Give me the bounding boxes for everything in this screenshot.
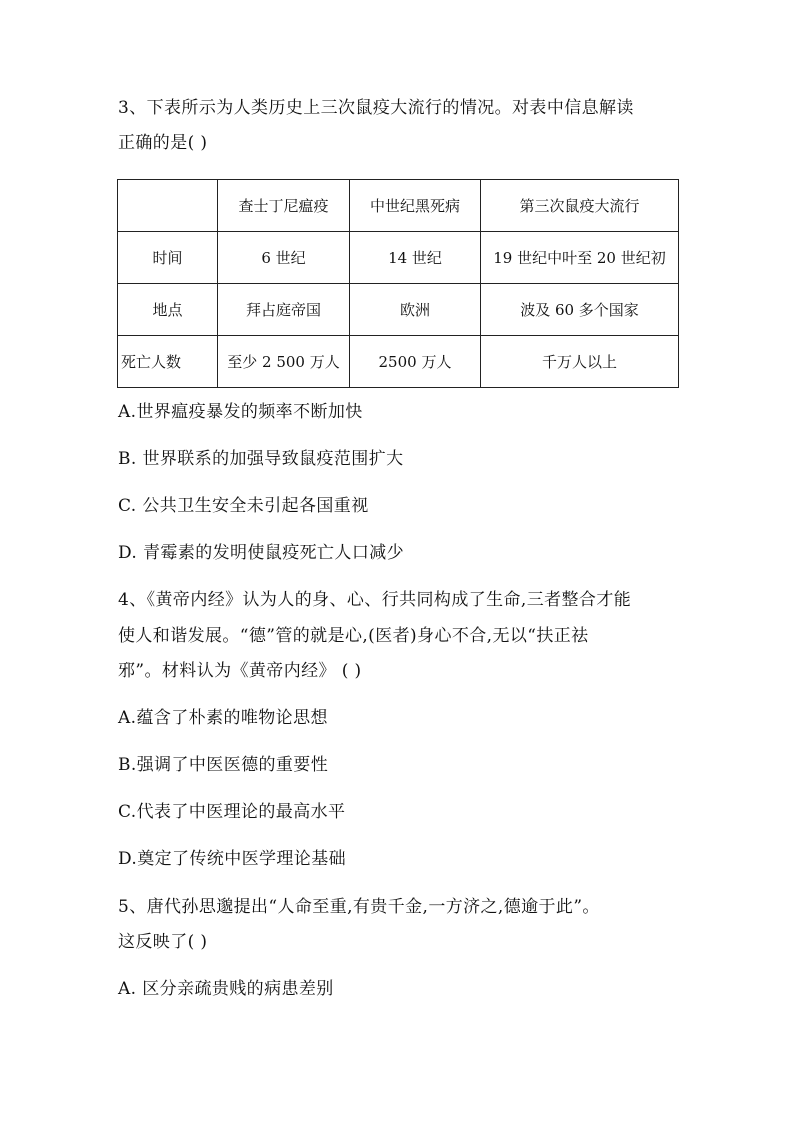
table-cell: 6 世纪 <box>218 232 350 284</box>
q4-stem-line1: 4、《黄帝内经》认为人的身、心、行共同构成了生命,三者整合才能 <box>118 590 632 610</box>
q3-option-d: D. 青霉素的发明使鼠疫死亡人口减少 <box>118 543 405 563</box>
table-header-cell: 中世纪黑死病 <box>350 180 481 232</box>
table-row <box>118 336 679 388</box>
table-cell: 14 世纪 <box>350 232 481 284</box>
table-header-cell: 查士丁尼瘟疫 <box>218 180 350 232</box>
q3-option-a: A.世界瘟疫暴发的频率不断加快 <box>118 402 363 422</box>
q5-option-a: A. 区分亲疏贵贱的病患差别 <box>118 979 334 999</box>
q4-option-c: C.代表了中医理论的最高水平 <box>118 802 346 822</box>
q3-stem-line2: 正确的是( ) <box>118 133 208 153</box>
table-cell: 19 世纪中叶至 20 世纪初 <box>481 232 679 284</box>
table-cell: 欧洲 <box>350 284 481 336</box>
table-cell: 千万人以上 <box>481 336 679 388</box>
plague-table <box>117 179 679 388</box>
table-row <box>118 232 679 284</box>
table-cell: 拜占庭帝国 <box>218 284 350 336</box>
table-header-cell: 第三次鼠疫大流行 <box>481 180 679 232</box>
q4-option-b: B.强调了中医医德的重要性 <box>118 755 329 775</box>
q4-option-a: A.蕴含了朴素的唯物论思想 <box>118 708 328 728</box>
q4-option-d: D.奠定了传统中医学理论基础 <box>118 849 347 869</box>
q4-stem-line2: 使人和谐发展。“德”管的就是心,(医者)身心不合,无以“扶正祛 <box>118 626 589 646</box>
table-row <box>118 180 679 232</box>
table-cell: 2500 万人 <box>350 336 481 388</box>
table-row-label: 时间 <box>118 232 218 284</box>
q4-stem-line3: 邪”。材料认为《黄帝内经》 ( ) <box>118 661 362 681</box>
table-row-label: 地点 <box>118 284 218 336</box>
q3-stem-line1: 3、下表所示为人类历史上三次鼠疫大流行的情况。对表中信息解读 <box>118 98 634 118</box>
q5-stem-line2: 这反映了( ) <box>118 932 208 952</box>
table-cell: 至少 2 500 万人 <box>218 336 350 388</box>
q3-option-b: B. 世界联系的加强导致鼠疫范围扩大 <box>118 449 404 469</box>
table-row-label: 死亡人数 <box>118 336 218 388</box>
table-cell <box>118 180 218 232</box>
table-cell: 波及 60 多个国家 <box>481 284 679 336</box>
q3-option-c: C. 公共卫生安全未引起各国重视 <box>118 496 369 516</box>
table-row <box>118 284 679 336</box>
q5-stem-line1: 5、唐代孙思邈提出“人命至重,有贵千金,一方济之,德逾于此”。 <box>118 897 600 917</box>
